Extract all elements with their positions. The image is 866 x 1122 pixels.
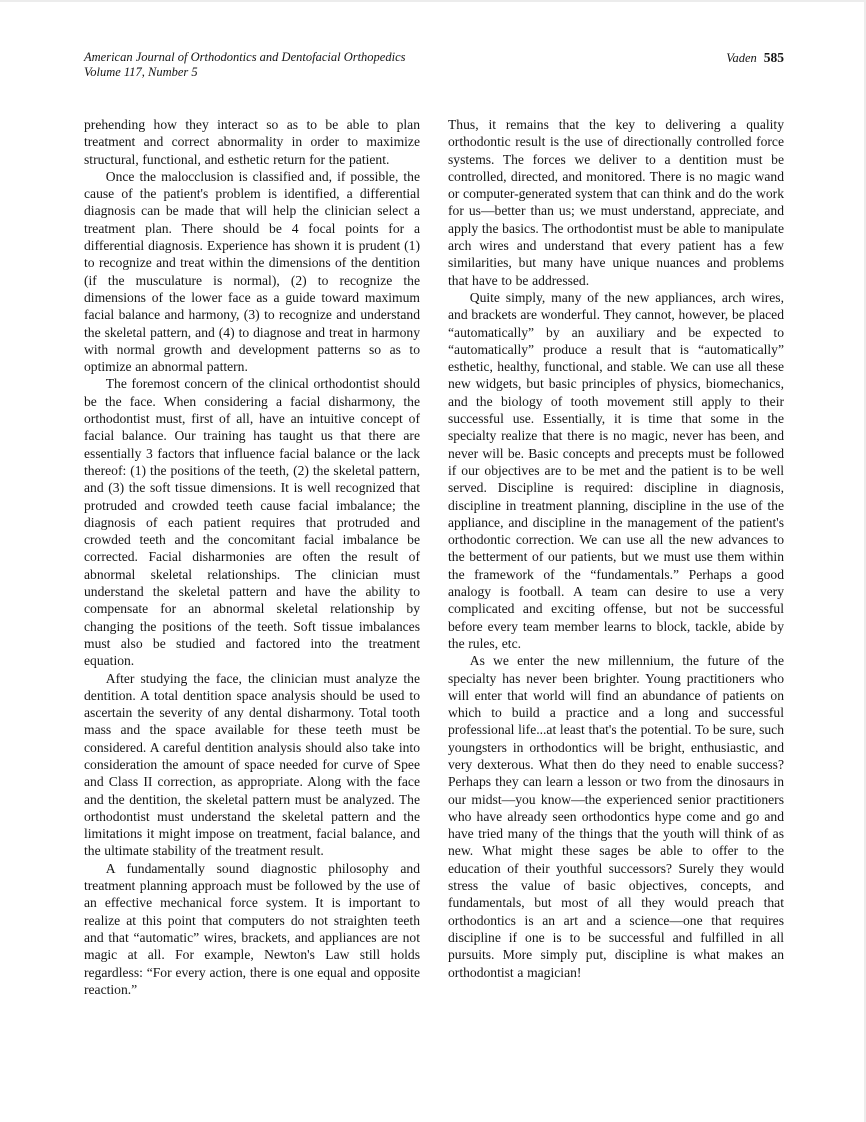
left-column (84, 116, 420, 998)
running-head (726, 50, 784, 66)
paragraph: After studying the face, the clinician must analyze the dentition. A total dentition space analysis should be used to ascertain the severity of any dental disharmony. Total tooth mass and the space available for these teeth must be considered. A careful dentition analysis should also take into consideration the amount of space needed for curve of Spee and Class II correction, as appropriate. Along with the face and the dentition, the skeletal pattern must be analyzed. The orthodontist must understand the skeletal pattern and the limitations it might impose on treatment, facial balance, and the ultimate stability of the treatment result. (84, 670, 420, 859)
author-name: Vaden (726, 51, 757, 65)
paragraph: prehending how they interact so as to be able to plan treatment and correct abnormality in order to maximize structural, functional, and esthetic return for the patient. (84, 117, 420, 167)
journal-title: American Journal of Orthodontics and Dentofacial Orthopedics (84, 50, 406, 64)
paragraph: Once the malocclusion is classified and, if possible, the cause of the patient's problem is identified, a differential diagnosis can be made that will help the clinician select a treatment plan. There should be 4 focal points for a differential diagnosis. Experience has shown it is prudent (1) to recognize and treat within the dimensions of the dentition (if the musculature is normal), (2) to recognize the dimensions of the lower face as a guide toward maximum facial balance and harmony, (3) to recognize and understand the skeletal pattern, and (4) to diagnose and treat in harmony with normal growth and development patterns so as to optimize an abnormal pattern. (84, 168, 420, 375)
journal-info (84, 50, 406, 80)
right-column (448, 116, 784, 998)
page-number: 585 (763, 50, 784, 65)
paragraph: The foremost concern of the clinical orthodontist should be the face. When considering a facial disharmony, the orthodontist must, first of all, have an intuitive concept of facial balance. Our training has taught us that there are essentially 3 factors that influence facial balance or the lack thereof: (1) the positions of the teeth, (2) the skeletal pattern, and (3) the soft tissue dimensions. It is well recognized that protruded and crowded teeth cause facial imbalance; the diagnosis of each patient requires that protruded and crowded teeth and the concomitant facial imbalance be corrected. Facial disharmonies are often the result of abnormal skeletal relationships. The clinician must understand the skeletal pattern and have the ability to compensate for an abnormal skeletal relationship by changing the positions of the teeth. Soft tissue imbalances must also be studied and factored into the treatment equation. (84, 376, 420, 669)
paragraph: A fundamentally sound diagnostic philosophy and treatment planning approach must be followed by the use of an effective mechanical force system. It is important to realize at this point that computers do not straighten teeth and that “automatic” wires, brackets, and appliances are not magic at all. For example, Newton's Law still holds regardless: “For every action, there is one equal and opposite reaction.” (84, 860, 420, 997)
article-body (84, 116, 784, 998)
page-header (84, 50, 784, 80)
volume-info: Volume 117, Number 5 (84, 65, 198, 79)
paragraph: As we enter the new millennium, the future of the specialty has never been brighter. Young practitioners who will enter that world will find an abundance of patients on which to build a practice and a long and successful professional life...at least that's the potential. To be sure, such youngsters in orthodontics will be bright, enthusiastic, and very dexterous. What then do they need to enable success? Perhaps they can learn a lesson or two from the dinosaurs in our midst—you know—the experienced senior practitioners who have already seen orthodontics hype come and go and have tried many of the things that the youth will think of as new. What might these sages be able to offer to the education of their youthful successors? Surely they would stress the value of basic objectives, concepts, and fundamentals, but most of all they would preach that orthodontics is an art and a science—one that requires discipline if one is to be successful and fulfilled in all pursuits. More simply put, discipline is what makes an orthodontist a magician! (448, 653, 784, 980)
paragraph: Thus, it remains that the key to delivering a quality orthodontic result is the use of directionally controlled force systems. The forces we deliver to a dentition must be controlled, directed, and monitored. There is no magic wand or computer-generated system that can think and do the work for us—better than us; we must understand, appreciate, and apply the basics. The orthodontist must be able to manipulate arch wires and understand that every patient has a few similarities, but many have unique nuances and problems that have to be addressed. (448, 117, 784, 288)
paragraph: Quite simply, many of the new appliances, arch wires, and brackets are wonderful. They cannot, however, be placed “automatically” by an auxiliary and be expected to “automatically” produce a result that is “automatically” esthetic, healthy, functional, and stable. We can use all these new widgets, but basic principles of physics, biomechanics, and the biology of tooth movement still apply to their successful use. Essentially, it is time that some in the specialty realize that there is no magic, never has been, and never will be. Basic concepts and precepts must be followed if our objectives are to be met and the patient is to be well served. Discipline is required: discipline in diagnosis, discipline in treatment planning, discipline in the use of the appliance, and discipline in the management of the patient's orthodontic correction. We can use all the new advances to the betterment of our patients, but we must use them within the framework of the “fundamentals.” Perhaps a good analogy is football. A team can desire to use a very complicated and exciting offense, but not be successful before every team member learns to block, tackle, abide by the rules, etc. (448, 289, 784, 651)
